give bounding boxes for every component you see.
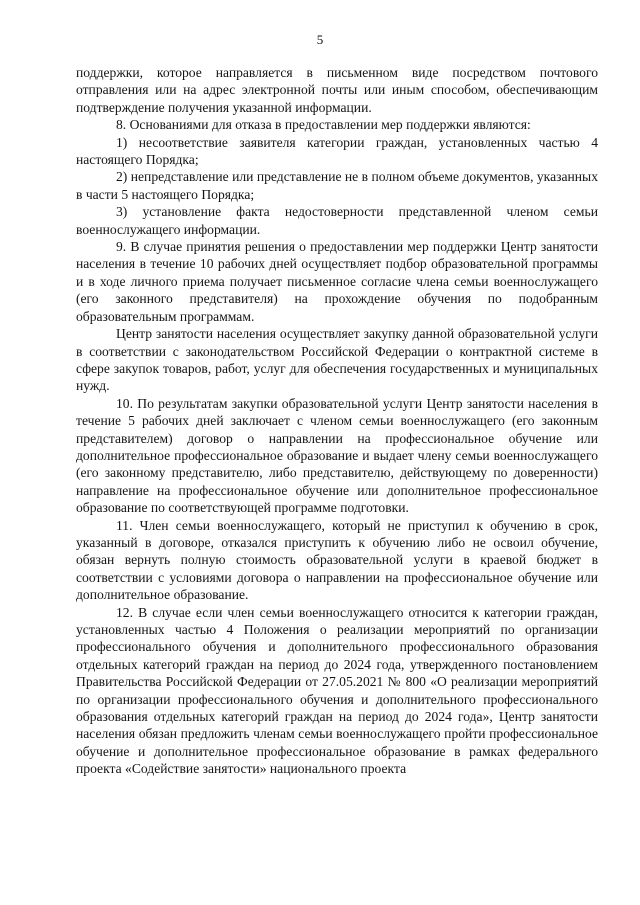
paragraph-item-11: 11. Член семьи военнослужащего, который не приступил к обучению в срок, указанный в договоре, отказался приступить к обучению либо не освоил обучение, обязан вернуть полную стоимость образовательной услуги в краевой бюджет в соответствии с условиями договора о направлении на профессиональное обучение или дополнительное образование.	[76, 517, 598, 603]
paragraph-item-12: 12. В случае если член семьи военнослужащего относится к категории граждан, установленных частью 4 Положения о реализации мероприятий по организации профессионального обучения и дополнительного профессионального образования отдельных категорий граждан на период до 2024 года, утвержденного постановлением Правительства Российской Федерации от 27.05.2021 № 800 «О реализации мероприятий по организации профессионального обучения и дополнительного профессионального образования отдельных категорий граждан на период до 2024 года», Центр занятости населения обязан предложить членам семьи военнослужащего пройти профессиональное обучение и дополнительное профессиональное образование в рамках федерального проекта «Содействие занятости» национального проекта	[76, 604, 598, 777]
paragraph-subitem-2: 2) непредставление или представление не в полном объеме документов, указанных в части 5 настоящего Порядка;	[76, 169, 598, 202]
paragraph-continuation: поддержки, которое направляется в письменном виде посредством почтового отправления или на адрес электронной почты или иным способом, обеспечивающим подтверждение получения указанной информации.	[76, 65, 598, 115]
paragraph-item-10: 10. По результатам закупки образовательной услуги Центр занятости населения в течение 5 рабочих дней заключает с членом семьи военнослужащего (его законным представителем) договор о направлении на профессиональное обучение или дополнительное профессиональное образование и выдает члену семьи военнослужащего (его законному представителю, либо представителю, действующему по доверенности) направление на профессиональное обучение или дополнительное профессиональное образование по соответствующей программе подготовки.	[76, 395, 598, 516]
paragraph-procurement: Центр занятости населения осуществляет закупку данной образовательной услуги в соответствии с законодательством Российской Федерации о контрактной системе в сфере закупок товаров, работ, услуг для обеспечения государственных и муниципальных нужд.	[76, 326, 598, 394]
paragraph-subitem-3: 3) установление факта недостоверности представленной членом семьи военнослужащего информации.	[76, 204, 598, 237]
paragraph-item-8: 8. Основаниями для отказа в предоставлении мер поддержки являются:	[116, 117, 531, 133]
paragraph-subitem-1: 1) несоответствие заявителя категории граждан, установленных частью 4 настоящего Порядка;	[76, 134, 598, 168]
page-number: 5	[316, 32, 324, 47]
document-body	[76, 64, 598, 778]
paragraph-item-9: 9. В случае принятия решения о предоставлении мер поддержки Центр занятости населения в течение 10 рабочих дней осуществляет подбор образовательной программы и в ходе личного приема получает письменное согласие члена семьи военнослужащего (его законного представителя) на прохождение обучения по подобранным образовательным программам.	[76, 239, 598, 324]
